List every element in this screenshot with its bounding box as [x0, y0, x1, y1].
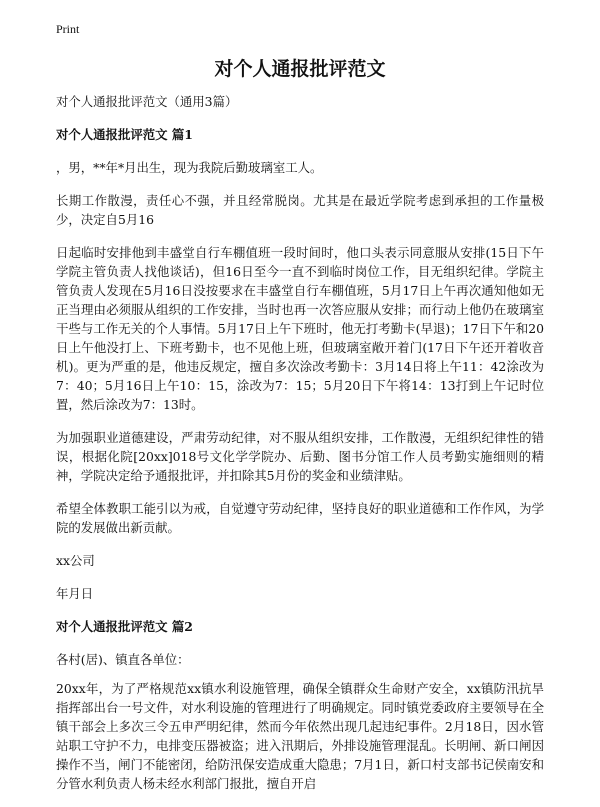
page-title: 对个人通报批评范文	[214, 58, 386, 80]
salutation: 各村(居)、镇直各单位：	[56, 652, 190, 667]
section-heading-1: 对个人通报批评范文 篇1	[56, 127, 193, 142]
paragraph: 20xx年，为了严格规范xx镇水利设施管理，确保全镇群众生命财产安全，xx镇防汛抗旱指挥部出台一号文件，对水利设施的管理进行了明确规定。同时镇党委政府主要领导在全镇干部会上多次三令五申严明纪律，然而今年依然出现几起违纪事件。2月18日，因水管站职工守护不力，电排变压器被盗；进入汛期后，外排设施管理混乱。长明闸、新口闸因操作不当，闸门不能密闭，给防汛保安造成重大隐患；7月1日，新口村支部书记侯南安和分管水利负责人杨未经水利部门报批，擅自开启	[56, 681, 544, 791]
article-body	[56, 92, 544, 807]
signature-date: 年月日	[56, 586, 94, 601]
section-heading-2: 对个人通报批评范文 篇2	[56, 619, 193, 634]
paragraph: ，男，**年*月出生，现为我院后勤玻璃室工人。	[56, 160, 323, 175]
paragraph: 日起临时安排他到丰盛堂自行车棚值班一段时间时，他口头表示同意服从安排(15日下午学院主管负责人找他谈话)，但16日至今一直不到临时岗位工作，目无组织纪律。学院主管负责人发现在5月16日没按要求在丰盛堂自行车棚值班，5月17日上午再次通知他如无正当理由必须服从组织的工作安排，当时也再一次答应服从安排；而行动上他仍在玻璃室干些与工作无关的个人事情。5月17日上午下班时，他无打考勤卡(早退)；17日下午和20日上午他没打上、下班考勤卡，也不见他上班，但玻璃室敞开着门(17日下午还开着收音机)。更为严重的是，他违反规定，擅自多次涂改考勤卡：3月14日将上午11：42涂改为7：40；5月16日上午10：15，涂改为7：15；5月20日下午将14：13打到上午记时位置，然后涂改为7：13时。	[56, 245, 544, 412]
paragraph: 希望全体教职工能引以为戒，自觉遵守劳动纪律，坚持良好的职业道德和工作作风，为学院的发展做出新贡献。	[56, 501, 544, 535]
print-link[interactable]: Print	[56, 22, 80, 36]
paragraph: 为加强职业道德建设，严肃劳动纪律，对不服从组织安排，工作散漫，无组织纪律性的错误，根据化院[20xx]018号文化学学院办、后勤、图书分馆工作人员考勤实施细则的精神，学院决定给予通报批评，并扣除其5月份的奖金和业绩津贴。	[56, 430, 544, 483]
intro-line: 对个人通报批评范文（通用3篇）	[56, 94, 238, 109]
paragraph: 长期工作散漫，责任心不强，并且经常脱岗。尤其是在最近学院考虑到承担的工作量极少，决定自5月16	[56, 193, 544, 227]
signature-company: xx公司	[56, 553, 95, 568]
